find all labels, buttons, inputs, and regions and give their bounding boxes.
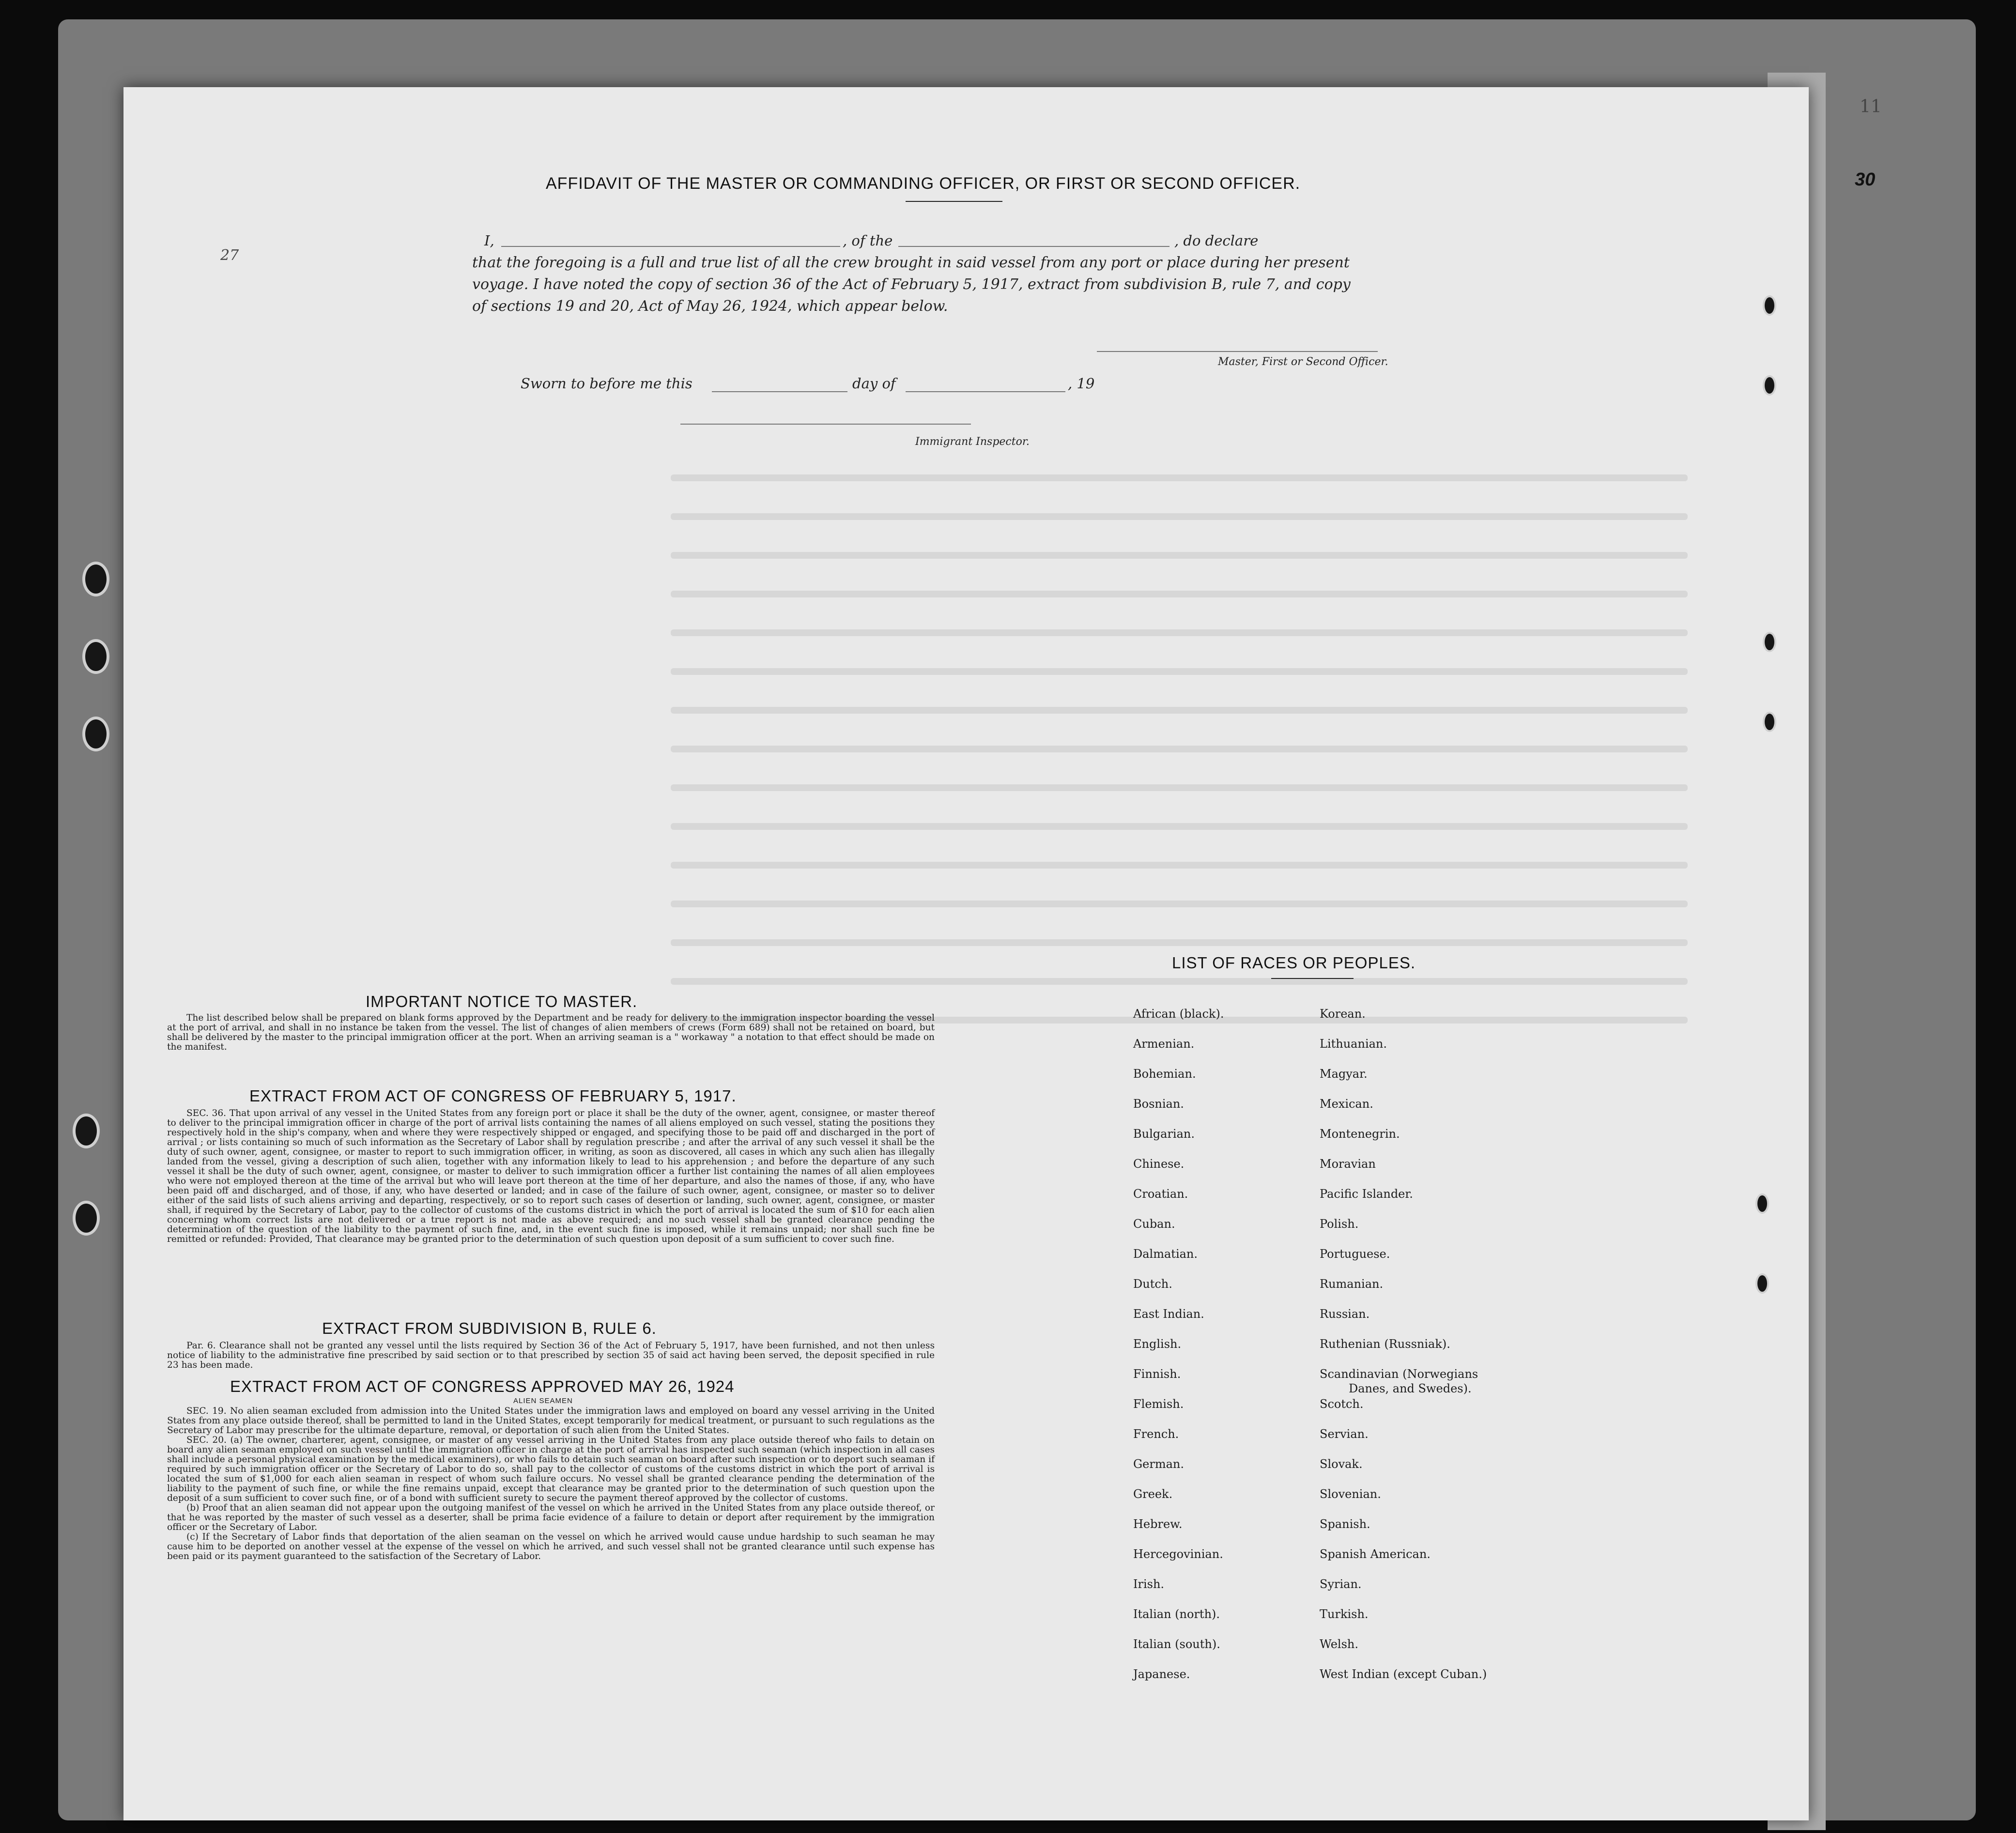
affidavit-declare: , do declare	[1174, 232, 1259, 249]
race-item: Slovenian.	[1320, 1487, 1381, 1501]
race-item: Japanese.	[1133, 1667, 1190, 1681]
race-item: Italian (north).	[1133, 1607, 1220, 1621]
race-item: Bulgarian.	[1133, 1127, 1195, 1141]
race-item: Turkish.	[1320, 1607, 1369, 1621]
binding-hole	[82, 717, 109, 751]
extract-rule6-text: Par. 6. Clearance shall not be granted any vessel until the lists required by Section 36 of the Act of February 5, 1917, have been furnished, and not then unless notice of liability to the administrative fine prescribed by said section or to that prescribed by section 35 of said act having been served, the deposit specified in rule 23 has been made.	[167, 1341, 935, 1370]
race-item: Finnish.	[1133, 1367, 1181, 1381]
race-item: Spanish.	[1320, 1517, 1370, 1531]
inspector-label: Immigrant Inspector.	[915, 436, 1030, 448]
race-item: Chinese.	[1133, 1157, 1185, 1171]
margin-mark: 27	[220, 247, 239, 264]
binding-hole	[1763, 632, 1776, 652]
race-item: Portuguese.	[1320, 1247, 1390, 1261]
extract-1924-paragraph: SEC. 20. (a) The owner, charterer, agent, consignee, or master of any vessel arriving in the United States from any place outside thereof who fails to detain on board any alien seaman employed on such vessel until the immigration officer in charge at the port of arrival has inspected such seaman (which inspection in all cases shall include a personal physical examination by the medical examiners), or who fails to detain such seaman on board after such inspection or to deport such seaman if required by such immigration officer or the Secretary of Labor to do so, shall pay to the collector of customs of the customs district in which the port of arrival is located the sum of $1,000 for each alien seaman in respect of whom such failure occurs. No vessel shall be granted clearance pending the determination of the liability to the payment of such fine, or while the fine remains unpaid, except that clearance may be granted prior to the determination of such question upon the deposit of a sum sufficient to cover such fine, or of a bond with sufficient surety to secure the payment thereof approved by the collector of customs.	[167, 1435, 935, 1503]
race-item: Korean.	[1320, 1007, 1366, 1021]
race-item: West Indian (except Cuban.)	[1320, 1667, 1487, 1681]
extract-rule6-title: EXTRACT FROM SUBDIVISION B, RULE 6.	[322, 1319, 657, 1337]
extract-1917-title: EXTRACT FROM ACT OF CONGRESS OF FEBRUARY 5, 1917.	[249, 1087, 737, 1105]
race-item: Dalmatian.	[1133, 1247, 1198, 1261]
affidavit-line-I: I,	[484, 232, 494, 249]
binding-hole	[1755, 1193, 1769, 1214]
notice-title: IMPORTANT NOTICE TO MASTER.	[366, 993, 638, 1010]
name-blank	[501, 246, 840, 247]
race-item: African (black).	[1133, 1007, 1224, 1021]
extract-1924-paragraph: (c) If the Secretary of Labor finds that deportation of the alien seaman on the vessel on which he arrived would cause undue hardship to such seaman he may cause him to be deported on another vessel at the expense of the vessel on which he arrived, and such vessel shall not be granted clearance until such expense has been paid or its payment guaranteed to the satisfaction of the Secretary of Labor.	[167, 1532, 935, 1561]
race-item: Scotch.	[1320, 1397, 1364, 1411]
affidavit-title: AFFIDAVIT OF THE MASTER OR COMMANDING OFFICER, OR FIRST OR SECOND OFFICER.	[546, 174, 1301, 193]
race-item: Servian.	[1320, 1427, 1369, 1441]
master-signature-line	[1097, 351, 1378, 352]
race-item: Ruthenian (Russniak).	[1320, 1337, 1450, 1351]
extract-1924-paragraph: (b) Proof that an alien seaman did not appear upon the outgoing manifest of the vessel on which he arrived in the United States from any place outside thereof, or that he was reported by the master of such vessel as a deserter, shall be prima facie evidence of a failure to detain or deport after requirement by the immigration officer or the Secretary of Labor.	[167, 1503, 935, 1532]
affidavit-of-the: , of the	[843, 232, 893, 249]
race-item: Danes, and Swedes).	[1349, 1382, 1472, 1395]
sworn-year: , 19	[1068, 375, 1095, 392]
race-item: Dutch.	[1133, 1277, 1172, 1291]
race-item: Welsh.	[1320, 1637, 1358, 1651]
races-title: LIST OF RACES OR PEOPLES.	[1172, 954, 1416, 972]
race-item: Armenian.	[1133, 1037, 1195, 1051]
race-item: Slovak.	[1320, 1457, 1363, 1471]
title-rule	[906, 201, 1002, 202]
race-item: Bosnian.	[1133, 1097, 1184, 1111]
race-item: Cuban.	[1133, 1217, 1175, 1231]
form-page	[123, 87, 1809, 1820]
affidavit-body-line-3: of sections 19 and 20, Act of May 26, 1924, which appear below.	[472, 298, 948, 315]
race-item: Montenegrin.	[1320, 1127, 1400, 1141]
sworn-day-blank	[712, 391, 847, 392]
race-item: Pacific Islander.	[1320, 1187, 1413, 1201]
sworn-text: Sworn to before me this	[521, 375, 693, 392]
race-item: Hercegovinian.	[1133, 1547, 1223, 1561]
binding-hole	[73, 1201, 100, 1236]
page-number: 30	[1855, 169, 1876, 190]
sworn-day-of: day of	[852, 375, 896, 392]
notice-text: The list described below shall be prepared on blank forms approved by the Department and be ready for delivery to the immigration inspector boarding the vessel at the port of arrival, and shall in no instance be taken from the vessel. The list of changes of alien members of crews (Form 689) shall not be retained on board, but shall be delivered by the master to the principal immigration officer at the port. When an arriving seaman is a " workaway " a notation to that effect should be made on the manifest.	[167, 1013, 935, 1052]
binding-hole	[1763, 375, 1776, 396]
race-item: Scandinavian (Norwegians	[1320, 1367, 1478, 1381]
race-item: English.	[1133, 1337, 1182, 1351]
master-signature-label: Master, First or Second Officer.	[1218, 356, 1388, 368]
extract-1924-body	[167, 1406, 935, 1561]
race-item: Italian (south).	[1133, 1637, 1220, 1651]
alien-seamen-subtitle: ALIEN SEAMEN	[513, 1397, 573, 1405]
race-item: Lithuanian.	[1320, 1037, 1387, 1051]
race-item: Syrian.	[1320, 1577, 1362, 1591]
race-item: Bohemian.	[1133, 1067, 1196, 1081]
binding-hole	[1763, 295, 1776, 316]
race-item: Moravian	[1320, 1157, 1376, 1171]
race-item: Flemish.	[1133, 1397, 1184, 1411]
race-item: French.	[1133, 1427, 1179, 1441]
inspector-signature-line	[680, 424, 971, 425]
affidavit-body-line-2: voyage. I have noted the copy of section 36 of the Act of February 5, 1917, extract from subdivision B, rule 7, and copy	[472, 276, 1351, 293]
race-item: Irish.	[1133, 1577, 1165, 1591]
race-item: East Indian.	[1133, 1307, 1204, 1321]
race-item: Polish.	[1320, 1217, 1359, 1231]
race-item: Rumanian.	[1320, 1277, 1384, 1291]
race-item: Hebrew.	[1133, 1517, 1183, 1531]
binding-hole	[82, 639, 109, 674]
race-item: Greek.	[1133, 1487, 1173, 1501]
race-item: Mexican.	[1320, 1097, 1373, 1111]
binding-hole	[73, 1114, 100, 1148]
binding-hole	[1763, 712, 1776, 732]
race-item: German.	[1133, 1457, 1184, 1471]
binding-hole	[1755, 1273, 1769, 1294]
sworn-month-blank	[906, 391, 1065, 392]
extract-1924-title: EXTRACT FROM ACT OF CONGRESS APPROVED MAY 26, 1924	[230, 1377, 735, 1395]
vessel-blank	[898, 246, 1170, 247]
race-item: Spanish American.	[1320, 1547, 1431, 1561]
binding-hole	[82, 562, 109, 596]
affidavit-body-line-1: that the foregoing is a full and true list of all the crew brought in said vessel from any port or place during her present	[472, 254, 1350, 271]
races-title-rule	[1271, 978, 1354, 979]
race-item: Russian.	[1320, 1307, 1370, 1321]
race-item: Magyar.	[1320, 1067, 1368, 1081]
race-item: Croatian.	[1133, 1187, 1188, 1201]
extract-1917-text: SEC. 36. That upon arrival of any vessel in the United States from any foreign port or place it shall be the duty of the owner, agent, consignee, or master thereof to deliver to the principal immigration officer in charge of the port of arrival lists containing the names of all aliens employed on such vessel, stating the positions they respectively hold in the ship's company, when and where they were respectively shipped or engaged, and specifying those to be paid off and discharged in the port of arrival ; or lists containing so much of such information as the Secretary of Labor shall by regulation prescribe ; and after the arrival of any such vessel it shall be the duty of such owner, agent, consignee, or master to report to such immigration officer, in writing, as soon as discovered, all cases in which any such alien has illegally landed from the vessel, giving a description of such alien, together with any information likely to lead to his apprehension ; and before the departure of any such vessel it shall be the duty of such owner, agent, consignee, or master to deliver to such immigration officer a further list containing the names of all alien employees who were not employed thereon at the time of the arrival but who will leave port thereon at the time of her departure, and also the names of those, if any, who have been paid off and discharged, and of those, if any, who have deserted or landed; and in case of the failure of such owner, agent, consignee, or master so to deliver either of the said lists of such aliens arriving and departing, respectively, or so to report such cases of desertion or landing, such owner, agent, consignee, or master shall, if required by the Secretary of Labor, pay to the collector of customs of the customs district in which the port of arrival is located the sum of $10 for each alien concerning whom correct lists are not delivered or a true report is not made as above required; and no such vessel shall be granted clearance pending the determination of the question of the liability to the payment of such fine, and, in the event such fine is imposed, while it remains unpaid; nor shall such fine be remitted or refunded: Provided, That clearance may be granted prior to the determination of such question upon deposit of a sum sufficient to cover such fine.	[167, 1108, 935, 1244]
corner-mark: 11	[1860, 97, 1882, 117]
extract-1924-paragraph: SEC. 19. No alien seaman excluded from admission into the United States under the immigration laws and employed on board any vessel arriving in the United States from any place outside thereof, shall be permitted to land in the United States, except temporarily for medical treatment, or pursuant to such regulations as the Secretary of Labor may prescribe for the ultimate departure, removal, or deportation of such alien from the United States.	[167, 1406, 935, 1436]
